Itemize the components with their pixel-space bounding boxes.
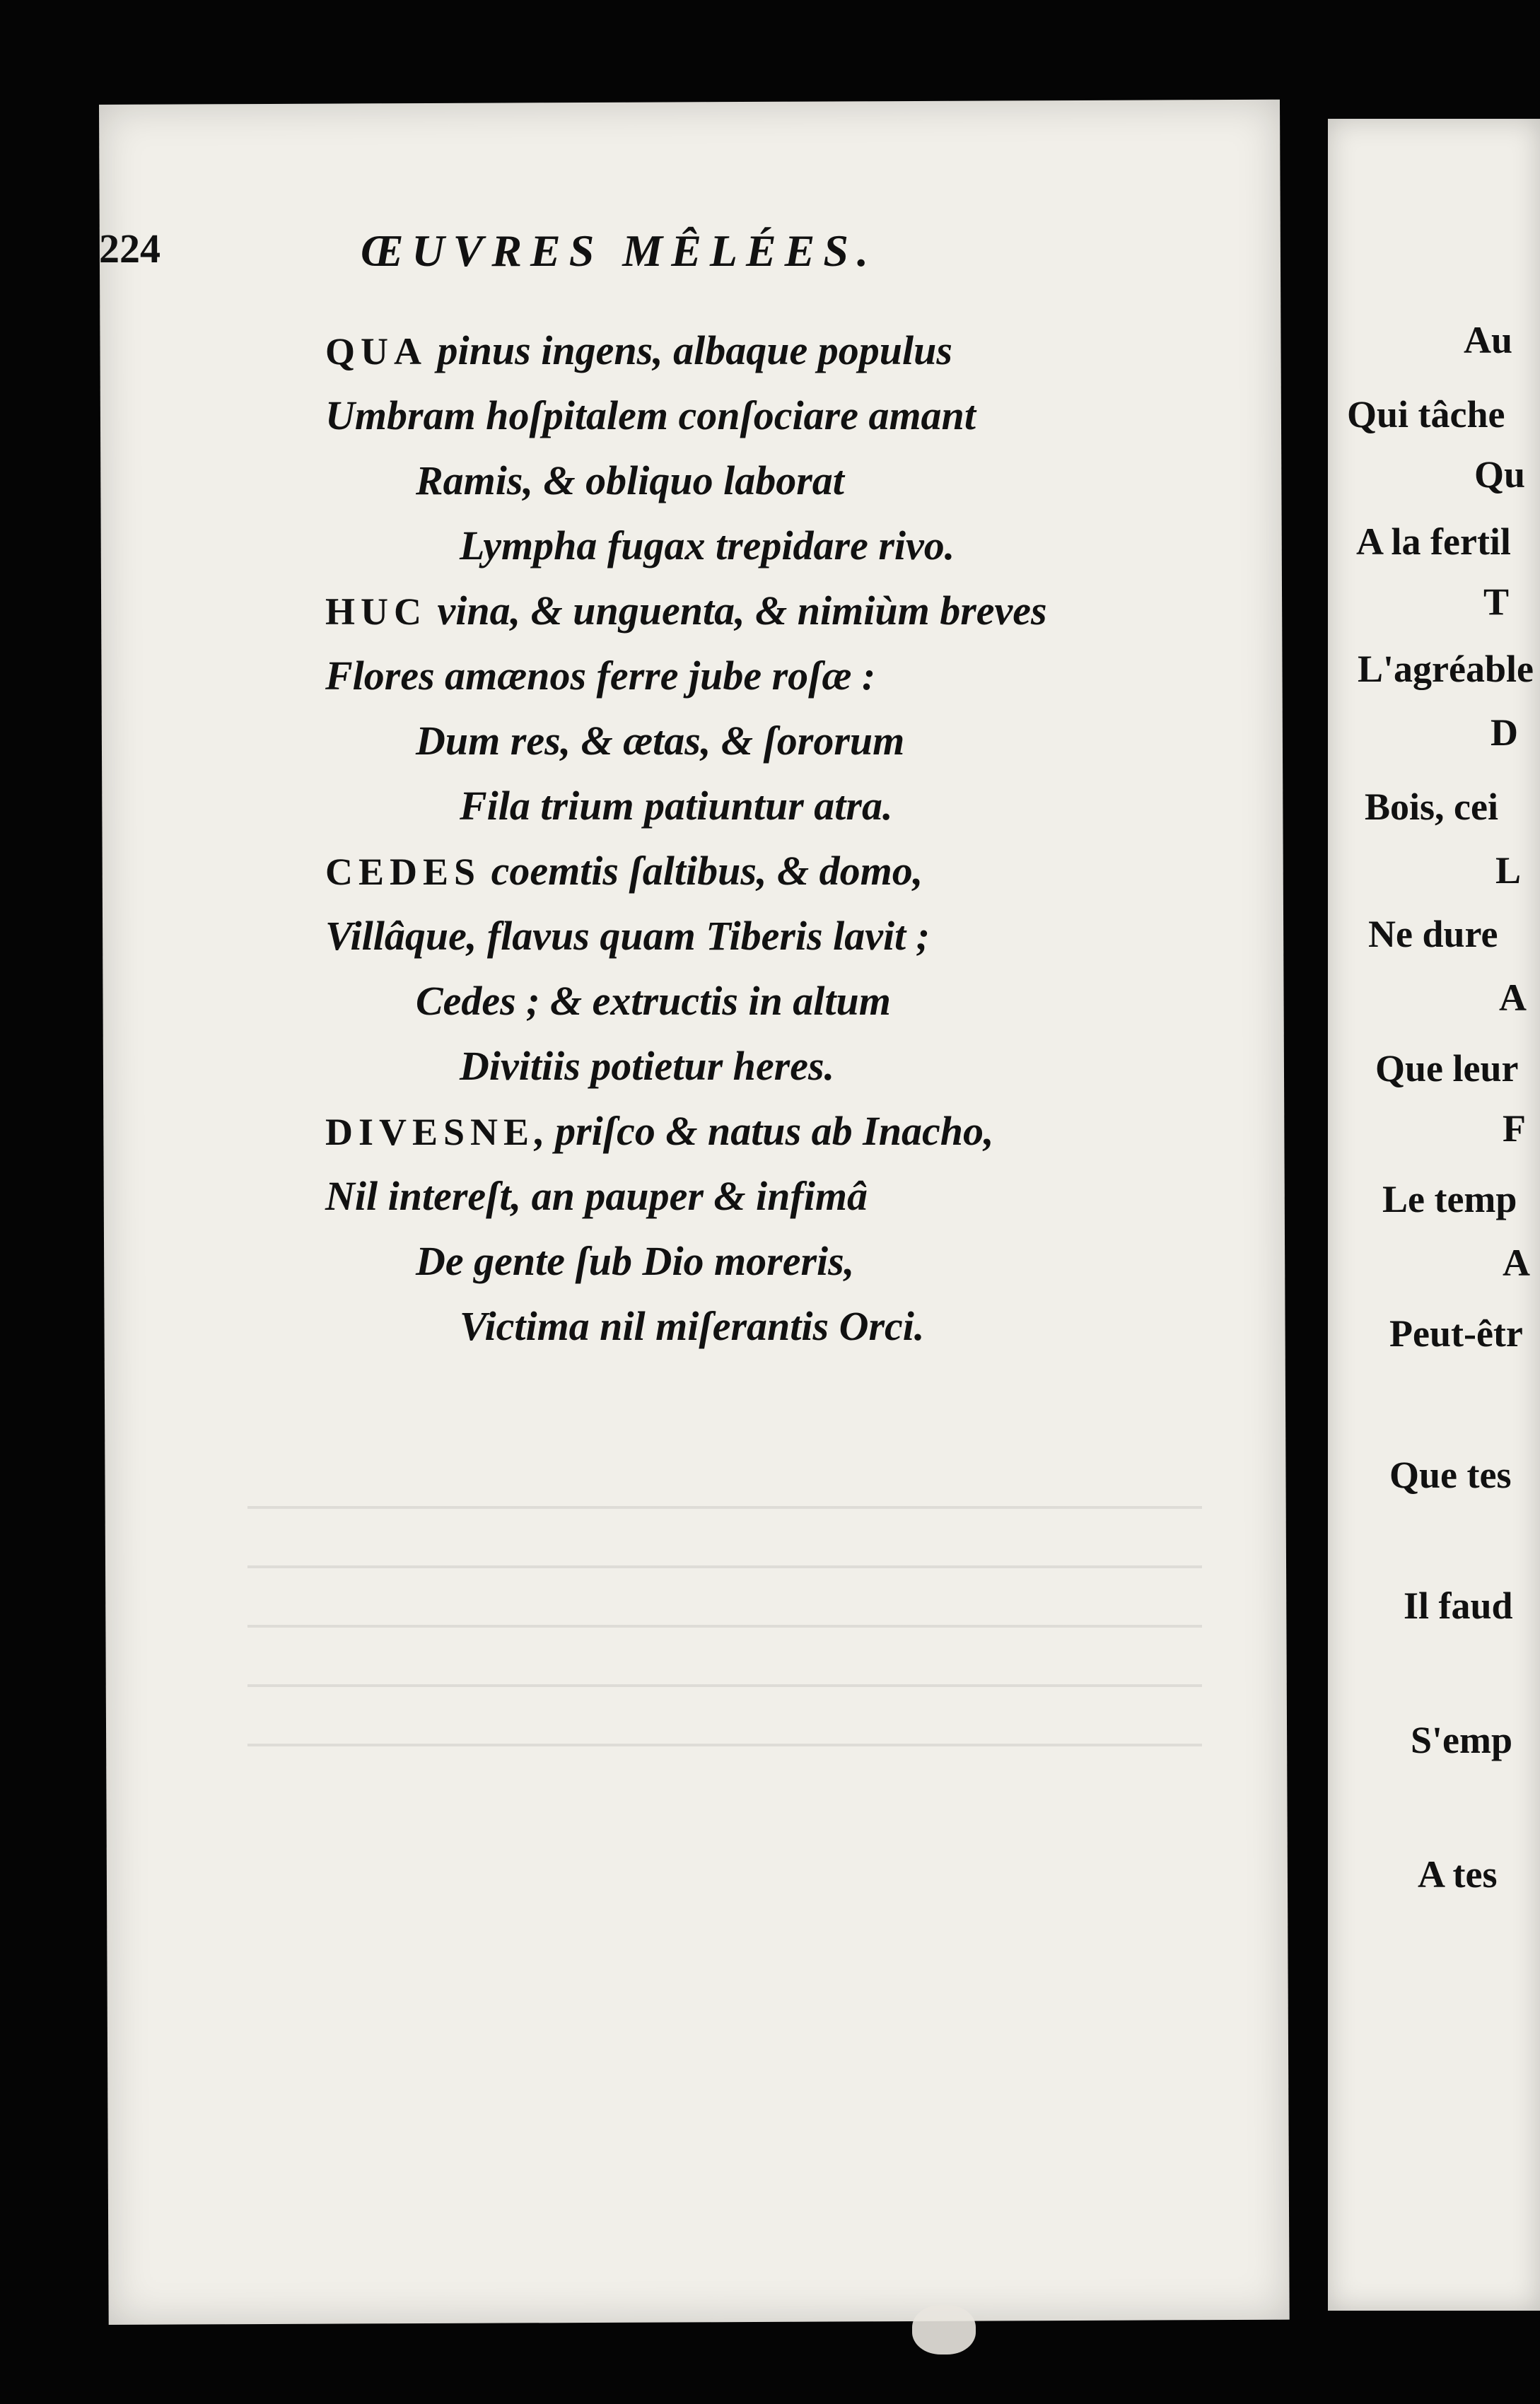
- right-page-line: L: [1495, 849, 1522, 892]
- right-page-line: Il faud: [1404, 1585, 1513, 1627]
- right-page-line: Le temp: [1382, 1178, 1517, 1220]
- poem-line-text: Dum res, & ætas, & ſororum: [416, 718, 905, 764]
- running-title: ŒUVRES MÊLÉES.: [361, 226, 877, 276]
- right-page-line: Qu: [1474, 453, 1526, 496]
- stanza-initial: C: [325, 851, 358, 893]
- poem-line-text: coemtis ſaltibus, & domo,: [481, 848, 923, 894]
- poem-line: [460, 1034, 1244, 1099]
- stanza-initial: D: [325, 1111, 358, 1153]
- small-caps-word: UC: [361, 590, 428, 633]
- poem-line: [325, 1099, 1244, 1164]
- stanza-initial: H: [325, 590, 361, 633]
- poem-line-text: De gente ſub Dio moreris,: [416, 1238, 855, 1284]
- right-page-line: Qui tâche: [1347, 393, 1505, 436]
- small-caps-word: UA: [361, 330, 428, 373]
- poem-line: [325, 318, 1244, 383]
- paper-stain: [912, 2305, 976, 2355]
- right-page-line: Ne dure: [1368, 913, 1498, 955]
- poem-line: [416, 448, 1244, 513]
- poem-line-text: Cedes ; & extructis in altum: [416, 978, 891, 1024]
- poem-line: [325, 904, 1244, 969]
- page-number: 224: [99, 226, 161, 272]
- poem-line: [325, 383, 1244, 448]
- small-caps-word: EDES: [358, 851, 482, 893]
- poem-line-text: Fila trium patiuntur atra.: [460, 783, 893, 829]
- right-page-line: F: [1503, 1107, 1526, 1150]
- right-page-line: A la fertil: [1356, 520, 1511, 563]
- poem-line-text: Nil intereſt, an pauper & infimâ: [325, 1173, 868, 1219]
- right-page-line: D: [1491, 711, 1518, 754]
- poem-line-text: Villâque, flavus quam Tiberis lavit ;: [325, 913, 930, 959]
- poem-line: [325, 578, 1244, 643]
- poem-line-text: pinus ingens, albaque populus: [427, 327, 952, 373]
- poem-line-text: , priſco & natus ab Inacho,: [535, 1108, 994, 1154]
- right-page-line: A tes: [1418, 1853, 1498, 1896]
- poem-line: [460, 513, 1244, 578]
- poem-line: [416, 1229, 1244, 1294]
- poem-line-text: Umbram hoſpitalem conſociare amant: [325, 392, 976, 438]
- show-through-text: [247, 1449, 1202, 1803]
- poem-line-text: Flores amænos ferre jube roſæ :: [325, 653, 876, 699]
- poem-line: [325, 839, 1244, 904]
- right-page-line: S'emp: [1411, 1719, 1513, 1761]
- right-page-line: Que tes: [1389, 1454, 1512, 1496]
- right-page-line: T: [1483, 580, 1510, 623]
- poem-line-text: Ramis, & obliquo laborat: [416, 457, 844, 503]
- poem-line: [325, 1164, 1244, 1229]
- small-caps-word: IVESNE: [358, 1111, 535, 1153]
- poem-line-text: Divitiis potietur heres.: [460, 1043, 835, 1089]
- poem-line: [325, 643, 1244, 708]
- right-page-line: A: [1499, 976, 1527, 1019]
- poem-line-text: vina, & unguenta, & nimiùm breves: [427, 588, 1047, 634]
- poem-line: [416, 969, 1244, 1034]
- poem-line-text: Victima nil miſerantis Orci.: [460, 1303, 925, 1349]
- right-page-line: Bois, cei: [1365, 786, 1498, 828]
- poem-line: [460, 774, 1244, 839]
- poem-line: [460, 1294, 1244, 1359]
- right-page-line: Que leur: [1375, 1047, 1519, 1090]
- poem-line: [416, 708, 1244, 774]
- right-page-line: Au: [1464, 319, 1513, 361]
- right-page-line: A: [1503, 1242, 1530, 1284]
- right-page-line: L'agréable: [1358, 648, 1534, 690]
- poem: [325, 318, 1244, 1359]
- poem-line-text: Lympha fugax trepidare rivo.: [460, 523, 955, 568]
- right-page-line: Peut-êtr: [1389, 1312, 1523, 1355]
- stanza-initial: Q: [325, 330, 361, 373]
